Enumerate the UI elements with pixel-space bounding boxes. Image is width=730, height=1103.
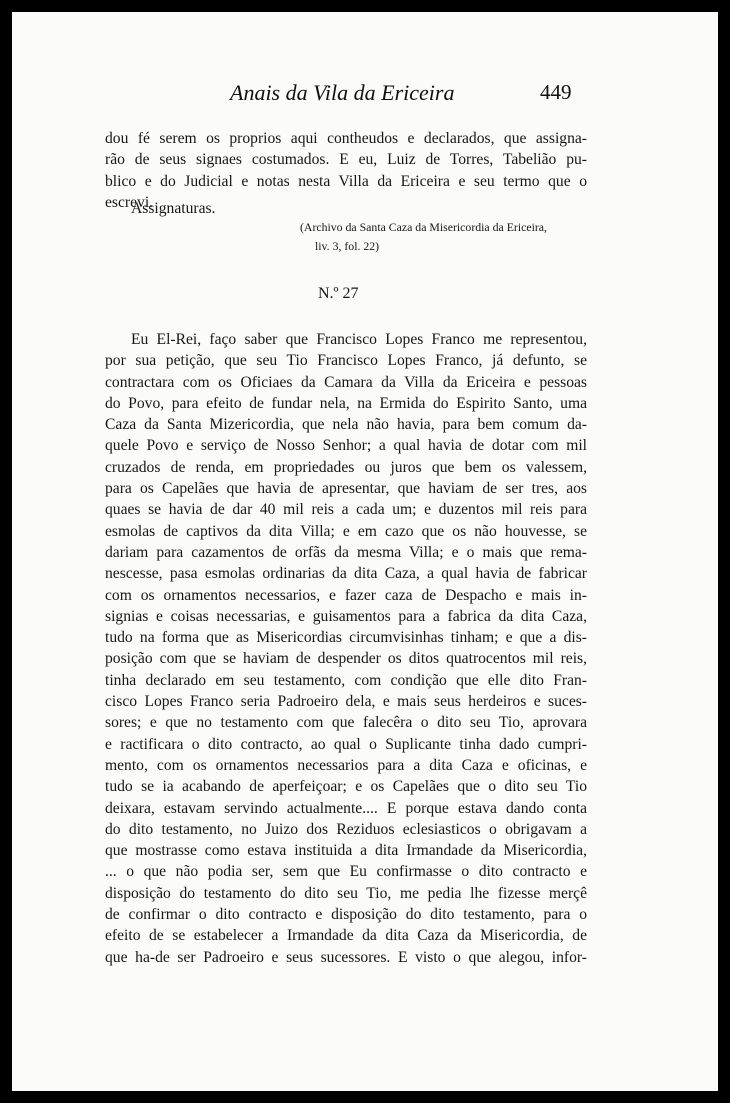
text-line: efeito de se estabelecer a Irmandade da dita Caza da Misericordia, de	[105, 927, 587, 945]
book-page	[12, 12, 718, 1091]
text-line: ... o que não podia ser, sem que Eu confirmasse o dito contracto e	[105, 863, 587, 881]
text-line: cisco Lopes Franco seria Padroeiro dela, e mais seus herdeiros e suces-	[105, 693, 587, 711]
citation-line: (Archivo da Santa Caza da Misericordia da Ericeira,	[300, 220, 547, 234]
body-paragraph	[105, 329, 587, 968]
text-line: cruzados de renda, em propriedades ou juros que bem os valessem,	[105, 458, 587, 476]
signatures-note: Assignaturas.	[131, 200, 216, 217]
text-line: rão de seus signaes costumados. E eu, Luiz de Torres, Tabelião pu-	[105, 151, 587, 169]
text-line: disposição do testamento do dito seu Tio, me pedia lhe fizesse merçê	[105, 884, 587, 902]
running-head	[12, 80, 718, 110]
text-line: e ractificara o dito contracto, ao qual o Suplicante tinha dado cumpri-	[105, 735, 587, 753]
text-line: quele Povo e serviço de Nosso Senhor; a qual havia de dotar com mil	[105, 437, 587, 455]
text-line: do Povo, para efeito de fundar nela, na Ermida do Espirito Santo, uma	[105, 394, 587, 412]
text-line: blico e do Judicial e notas nesta Villa da Ericeira e seu termo que o	[105, 172, 587, 190]
text-line: dou fé serem os proprios aqui contheudos e declarados, que assigna-	[105, 130, 587, 147]
text-line: posição com que se haviam de despender os ditos quatrocentos mil reis,	[105, 650, 587, 668]
text-line: do dito testamento, no Juizo dos Reziduos eclesiasticos o obrigavam a	[105, 820, 587, 838]
citation-line: liv. 3, fol. 22)	[315, 239, 380, 253]
text-line: de confirmar o dito contracto e disposição do dito testamento, para o	[105, 906, 587, 924]
text-line: que mostrasse como estava instituida a dita Irmandade da Misericordia,	[105, 842, 587, 860]
text-line: tinha declarado em seu testamento, com condição que elle dito Fran-	[105, 671, 587, 689]
text-line: tudo se ia acabando de aperfeiçoar; e os Capelães que o dito seu Tio	[105, 778, 587, 796]
text-line: para os Capelães que havia de apresentar, que haviam de ser tres, aos	[105, 480, 587, 498]
text-line: que ha-de ser Padroeiro e seus sucessores. E visto o que alegou, infor-	[105, 948, 587, 966]
document-number: N.º 27	[318, 285, 359, 302]
text-line: por sua petição, que seu Tio Francisco Lopes Franco, já defunto, se	[105, 352, 587, 370]
text-line: contractara com os Oficiaes da Camara da Villa da Ericeira e pessoas	[105, 373, 587, 391]
text-line: sores; e que no testamento com que falecêra o dito seu Tio, aprovara	[105, 714, 587, 732]
text-line: tudo na forma que as Misericordias circumvisinhas tinham; e que a dis-	[105, 629, 587, 647]
text-line: quaes se havia de dar 40 mil reis a cada um; e duzentos mil reis para	[105, 501, 587, 519]
text-line: nescesse, pasa esmolas ordinarias da dita Caza, a qual havia de fabricar	[105, 565, 587, 583]
archive-citation	[300, 218, 547, 256]
page-number: 449	[540, 80, 572, 104]
text-line: signias e coisas necessarias, e guisamentos para a fabrica da dita Caza,	[105, 607, 587, 625]
text-line: deixara, estavam servindo actualmente.... E porque estava dando conta	[105, 799, 587, 817]
text-line: mento, com os ornamentos necessarios para a dita Caza e oficinas, e	[105, 756, 587, 774]
text-line: escrevi.	[105, 193, 154, 211]
text-line: Eu El-Rei, faço saber que Francisco Lopes Franco me representou,	[131, 331, 587, 348]
text-line: esmolas de captivos da dita Villa; e em cazo que os não houvesse, se	[105, 522, 587, 540]
running-title: Anais da Vila da Ericeira	[230, 80, 455, 105]
text-line: dariam para cazamentos de orfãs da mesma Villa; e o mais que rema-	[105, 543, 587, 561]
text-line: com os ornamentos necessarios, e fazer caza de Despacho e mais in-	[105, 586, 587, 604]
text-line: Caza da Santa Mizericordia, que nela não havia, para bem comum da-	[105, 416, 587, 434]
